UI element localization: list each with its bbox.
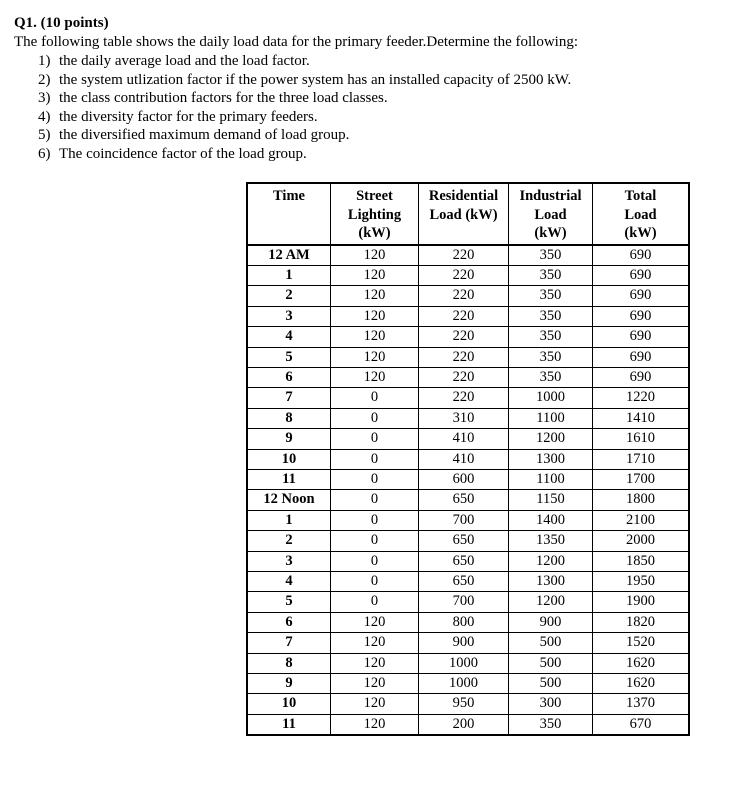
table-row <box>248 612 689 632</box>
task-text: the diversity factor for the primary feeders. <box>59 108 318 125</box>
time-cell: 3 <box>248 306 331 326</box>
total-load-cell: 1950 <box>593 572 689 592</box>
table-header-row <box>248 184 689 245</box>
table-row <box>248 469 689 489</box>
total-load-cell: 2000 <box>593 531 689 551</box>
industrial-load-cell: 1200 <box>509 592 593 612</box>
time-cell: 2 <box>248 286 331 306</box>
table-row <box>248 572 689 592</box>
header-line: (kW) <box>534 225 567 241</box>
header-residential-load <box>419 184 509 245</box>
street-lighting-cell: 120 <box>331 714 419 734</box>
table-row <box>248 367 689 387</box>
load-data-table <box>247 183 689 735</box>
residential-load-cell: 220 <box>419 245 509 266</box>
table-row <box>248 265 689 285</box>
time-cell: 1 <box>248 510 331 530</box>
table-row <box>248 633 689 653</box>
total-load-cell: 690 <box>593 286 689 306</box>
total-load-cell: 1620 <box>593 674 689 694</box>
time-cell: 12 Noon <box>248 490 331 510</box>
street-lighting-cell: 120 <box>331 306 419 326</box>
street-lighting-cell: 0 <box>331 408 419 428</box>
street-lighting-cell: 120 <box>331 327 419 347</box>
total-load-cell: 2100 <box>593 510 689 530</box>
residential-load-cell: 800 <box>419 612 509 632</box>
residential-load-cell: 1000 <box>419 653 509 673</box>
street-lighting-cell: 120 <box>331 694 419 714</box>
table-row <box>248 510 689 530</box>
industrial-load-cell: 1200 <box>509 429 593 449</box>
header-total-load <box>593 184 689 245</box>
time-cell: 7 <box>248 388 331 408</box>
industrial-load-cell: 1100 <box>509 408 593 428</box>
street-lighting-cell: 120 <box>331 347 419 367</box>
total-load-cell: 690 <box>593 245 689 266</box>
street-lighting-cell: 0 <box>331 429 419 449</box>
total-load-cell: 690 <box>593 347 689 367</box>
industrial-load-cell: 1200 <box>509 551 593 571</box>
residential-load-cell: 220 <box>419 286 509 306</box>
table-row <box>248 449 689 469</box>
industrial-load-cell: 350 <box>509 714 593 734</box>
header-time <box>248 184 331 245</box>
table-row <box>248 306 689 326</box>
residential-load-cell: 700 <box>419 592 509 612</box>
industrial-load-cell: 350 <box>509 265 593 285</box>
total-load-cell: 1620 <box>593 653 689 673</box>
industrial-load-cell: 1400 <box>509 510 593 530</box>
time-cell: 9 <box>248 674 331 694</box>
task-number: 1) <box>38 53 51 69</box>
total-load-cell: 670 <box>593 714 689 734</box>
total-load-cell: 1370 <box>593 694 689 714</box>
industrial-load-cell: 350 <box>509 306 593 326</box>
time-cell: 4 <box>248 327 331 347</box>
header-street-lighting <box>331 184 419 245</box>
task-text: the system utlization factor if the power system has an installed capacity of 2500 kW. <box>59 71 572 88</box>
header-industrial-load <box>509 184 593 245</box>
time-cell: 6 <box>248 367 331 387</box>
task-item <box>38 71 571 90</box>
street-lighting-cell: 0 <box>331 490 419 510</box>
residential-load-cell: 650 <box>419 531 509 551</box>
street-lighting-cell: 0 <box>331 531 419 551</box>
street-lighting-cell: 0 <box>331 388 419 408</box>
residential-load-cell: 220 <box>419 388 509 408</box>
industrial-load-cell: 350 <box>509 327 593 347</box>
total-load-cell: 1610 <box>593 429 689 449</box>
street-lighting-cell: 120 <box>331 286 419 306</box>
street-lighting-cell: 120 <box>331 633 419 653</box>
residential-load-cell: 650 <box>419 572 509 592</box>
total-load-cell: 1410 <box>593 408 689 428</box>
task-text: the class contribution factors for the three load classes. <box>59 90 388 107</box>
table-row <box>248 245 689 266</box>
task-number: 6) <box>38 145 51 162</box>
residential-load-cell: 220 <box>419 347 509 367</box>
time-cell: 12 AM <box>248 245 331 266</box>
time-cell: 1 <box>248 265 331 285</box>
table-row <box>248 388 689 408</box>
residential-load-cell: 1000 <box>419 674 509 694</box>
total-load-cell: 1700 <box>593 469 689 489</box>
task-item <box>38 89 571 108</box>
total-load-cell: 690 <box>593 327 689 347</box>
table-row <box>248 327 689 347</box>
total-load-cell: 690 <box>593 265 689 285</box>
header-line: (kW) <box>358 225 391 241</box>
time-cell: 6 <box>248 612 331 632</box>
time-cell: 9 <box>248 429 331 449</box>
time-cell: 8 <box>248 653 331 673</box>
street-lighting-cell: 120 <box>331 265 419 285</box>
time-cell: 11 <box>248 469 331 489</box>
time-cell: 3 <box>248 551 331 571</box>
table-row <box>248 714 689 734</box>
industrial-load-cell: 900 <box>509 612 593 632</box>
street-lighting-cell: 120 <box>331 612 419 632</box>
street-lighting-cell: 0 <box>331 551 419 571</box>
residential-load-cell: 900 <box>419 633 509 653</box>
residential-load-cell: 220 <box>419 327 509 347</box>
task-item <box>38 126 571 145</box>
street-lighting-cell: 0 <box>331 572 419 592</box>
table-row <box>248 490 689 510</box>
time-cell: 2 <box>248 531 331 551</box>
task-item <box>38 108 571 127</box>
table-row <box>248 531 689 551</box>
industrial-load-cell: 1300 <box>509 572 593 592</box>
street-lighting-cell: 120 <box>331 674 419 694</box>
header-line: Street <box>356 188 393 204</box>
residential-load-cell: 220 <box>419 306 509 326</box>
question-intro: The following table shows the daily load data for the primary feeder.Determine the following: <box>14 34 578 50</box>
industrial-load-cell: 1000 <box>509 388 593 408</box>
table-row <box>248 408 689 428</box>
industrial-load-cell: 350 <box>509 367 593 387</box>
total-load-cell: 1520 <box>593 633 689 653</box>
time-cell: 4 <box>248 572 331 592</box>
total-load-cell: 690 <box>593 306 689 326</box>
task-number: 5) <box>38 127 51 144</box>
street-lighting-cell: 0 <box>331 510 419 530</box>
header-line: Load <box>624 206 657 223</box>
task-text: the diversified maximum demand of load group. <box>59 127 350 144</box>
header-line: Load <box>534 206 567 223</box>
time-cell: 10 <box>248 694 331 714</box>
task-text: the daily average load and the load factor. <box>59 53 310 69</box>
industrial-load-cell: 300 <box>509 694 593 714</box>
residential-load-cell: 410 <box>419 429 509 449</box>
table-row <box>248 286 689 306</box>
total-load-cell: 690 <box>593 367 689 387</box>
header-line: Residential <box>428 188 499 204</box>
street-lighting-cell: 0 <box>331 469 419 489</box>
residential-load-cell: 410 <box>419 449 509 469</box>
header-line: (kW) <box>624 225 657 241</box>
task-item <box>38 52 571 71</box>
residential-load-cell: 200 <box>419 714 509 734</box>
table-row <box>248 674 689 694</box>
total-load-cell: 1800 <box>593 490 689 510</box>
task-item <box>38 145 571 164</box>
street-lighting-cell: 120 <box>331 367 419 387</box>
header-line: Industrial <box>519 188 582 204</box>
street-lighting-cell: 0 <box>331 449 419 469</box>
total-load-cell: 1850 <box>593 551 689 571</box>
residential-load-cell: 700 <box>419 510 509 530</box>
table-row <box>248 551 689 571</box>
table-row <box>248 592 689 612</box>
residential-load-cell: 220 <box>419 265 509 285</box>
industrial-load-cell: 500 <box>509 653 593 673</box>
time-cell: 7 <box>248 633 331 653</box>
table-row <box>248 347 689 367</box>
time-cell: 10 <box>248 449 331 469</box>
task-text: The coincidence factor of the load group. <box>59 145 307 162</box>
header-line: Total <box>624 188 657 204</box>
industrial-load-cell: 1300 <box>509 449 593 469</box>
residential-load-cell: 310 <box>419 408 509 428</box>
header-line: Time <box>273 188 305 204</box>
industrial-load-cell: 1350 <box>509 531 593 551</box>
time-cell: 5 <box>248 347 331 367</box>
total-load-cell: 1220 <box>593 388 689 408</box>
residential-load-cell: 220 <box>419 367 509 387</box>
industrial-load-cell: 500 <box>509 674 593 694</box>
total-load-cell: 1900 <box>593 592 689 612</box>
industrial-load-cell: 350 <box>509 286 593 306</box>
industrial-load-cell: 1100 <box>509 469 593 489</box>
task-list <box>38 52 571 164</box>
task-number: 3) <box>38 90 51 107</box>
street-lighting-cell: 0 <box>331 592 419 612</box>
industrial-load-cell: 500 <box>509 633 593 653</box>
industrial-load-cell: 350 <box>509 245 593 266</box>
residential-load-cell: 650 <box>419 490 509 510</box>
header-line: Load (kW) <box>429 206 498 223</box>
industrial-load-cell: 350 <box>509 347 593 367</box>
table-row <box>248 653 689 673</box>
table-body <box>248 245 689 735</box>
table-row <box>248 694 689 714</box>
street-lighting-cell: 120 <box>331 653 419 673</box>
task-number: 4) <box>38 108 51 125</box>
total-load-cell: 1820 <box>593 612 689 632</box>
time-cell: 5 <box>248 592 331 612</box>
time-cell: 8 <box>248 408 331 428</box>
street-lighting-cell: 120 <box>331 245 419 266</box>
residential-load-cell: 950 <box>419 694 509 714</box>
total-load-cell: 1710 <box>593 449 689 469</box>
industrial-load-cell: 1150 <box>509 490 593 510</box>
residential-load-cell: 650 <box>419 551 509 571</box>
time-cell: 11 <box>248 714 331 734</box>
table-row <box>248 429 689 449</box>
question-title: Q1. (10 points) <box>14 15 109 31</box>
residential-load-cell: 600 <box>419 469 509 489</box>
header-line: Lighting <box>347 206 402 223</box>
task-number: 2) <box>38 71 51 88</box>
